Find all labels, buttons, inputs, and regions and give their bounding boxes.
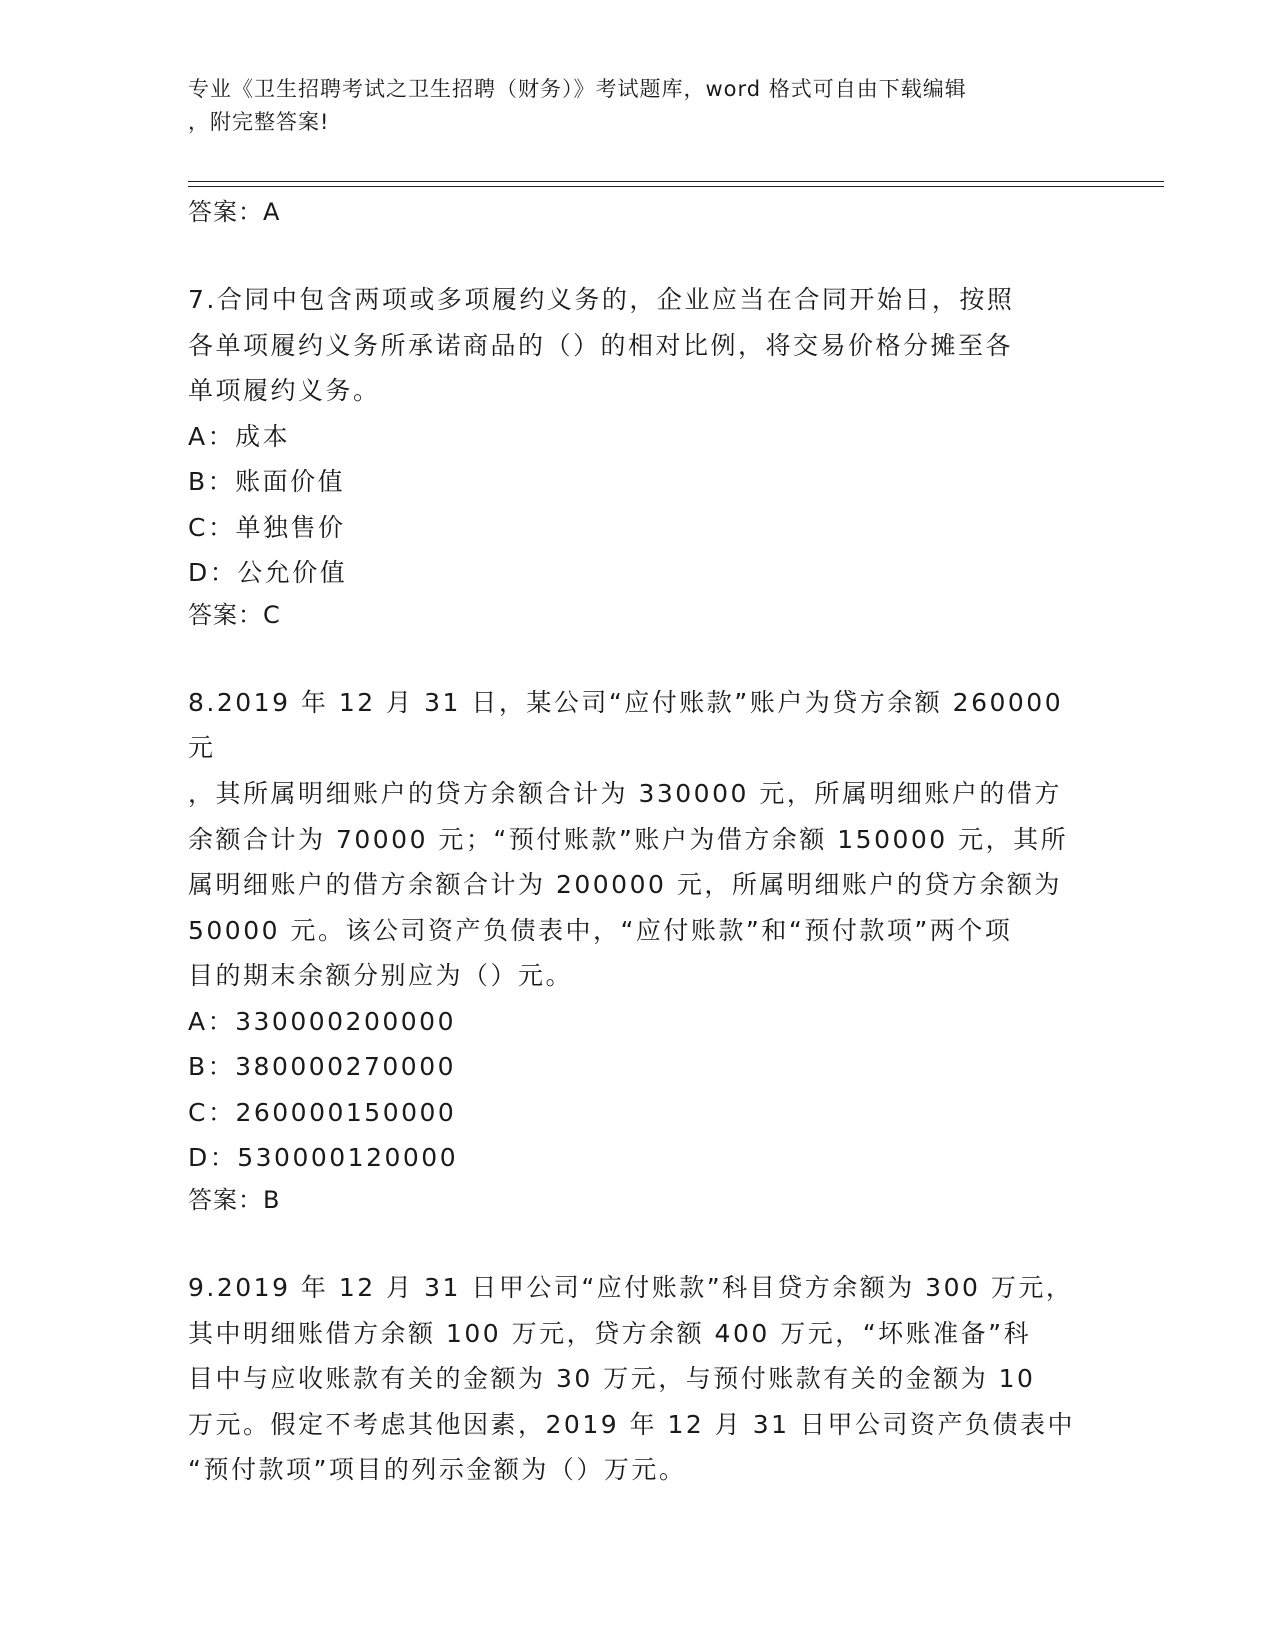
question-9-line-3: 目中与应收账款有关的金额为 30 万元，与预付账款有关的金额为 10 (188, 1364, 1036, 1394)
question-8-option-d: D：530000120000 (188, 1143, 459, 1173)
header-line-1: 专业《卫生招聘考试之卫生招聘（财务）》考试题库，word 格式可自由下载编辑 (188, 77, 967, 101)
question-8-line-3: 余额合计为 70000 元；“预付账款”账户为借方余额 150000 元，其所 (188, 824, 1069, 854)
question-9 (188, 1265, 1088, 1493)
question-9-line-1: 9.2019 年 12 月 31 日甲公司“应付账款”科目贷方余额为 300 万元， (188, 1272, 1074, 1302)
question-8-line-6: 目的期末余额分别应为（）元。 (188, 961, 574, 991)
document-header (188, 73, 1088, 139)
question-9-line-5: “预付款项”项目的列示金额为（）万元。 (188, 1455, 687, 1485)
question-8-line-5: 50000 元。该公司资产负债表中，“应付账款”和“预付款项”两个项 (188, 915, 1013, 945)
question-8-line-2: ，其所属明细账户的贷方余额合计为 330000 元，所属明细账户的借方 (188, 778, 1062, 808)
question-8-option-b: B：380000270000 (188, 1052, 457, 1082)
previous-answer: 答案：A (188, 198, 281, 226)
question-7-option-d: D：公允价值 (188, 558, 348, 588)
question-7-option-b: B：账面价值 (188, 467, 346, 497)
header-line-2: ，附完整答案! (188, 110, 330, 134)
question-7-line-2: 各单项履约义务所承诺商品的（）的相对比例，将交易价格分摊至各 (188, 330, 1014, 360)
header-rule-bottom (188, 186, 1164, 187)
question-8-option-a: A：330000200000 (188, 1006, 456, 1036)
question-7-answer: 答案：C (188, 600, 281, 629)
header-rule-top (188, 181, 1164, 182)
question-8 (188, 680, 1088, 1219)
question-9-line-2: 其中明细账借方余额 100 万元，贷方余额 400 万元，“坏账准备”科 (188, 1318, 1032, 1348)
question-7-line-3: 单项履约义务。 (188, 376, 381, 406)
question-list (188, 193, 1088, 1493)
question-8-option-c: C：260000150000 (188, 1097, 457, 1127)
question-7-option-a: A：成本 (188, 421, 291, 451)
question-7 (188, 277, 1088, 634)
question-8-line-1: 8.2019 年 12 月 31 日，某公司“应付账款”账户为贷方余额 260000 元 (188, 687, 1064, 763)
question-9-line-4: 万元。假定不考虑其他因素，2019 年 12 月 31 日甲公司资产负债表中 (188, 1409, 1075, 1439)
question-7-line-1: 7.合同中包含两项或多项履约义务的，企业应当在合同开始日，按照 (188, 285, 1015, 314)
question-8-line-4: 属明细账户的借方余额合计为 200000 元，所属明细账户的贷方余额为 (188, 870, 1062, 900)
question-7-option-c: C：单独售价 (188, 512, 346, 542)
question-8-answer: 答案：B (188, 1185, 281, 1214)
